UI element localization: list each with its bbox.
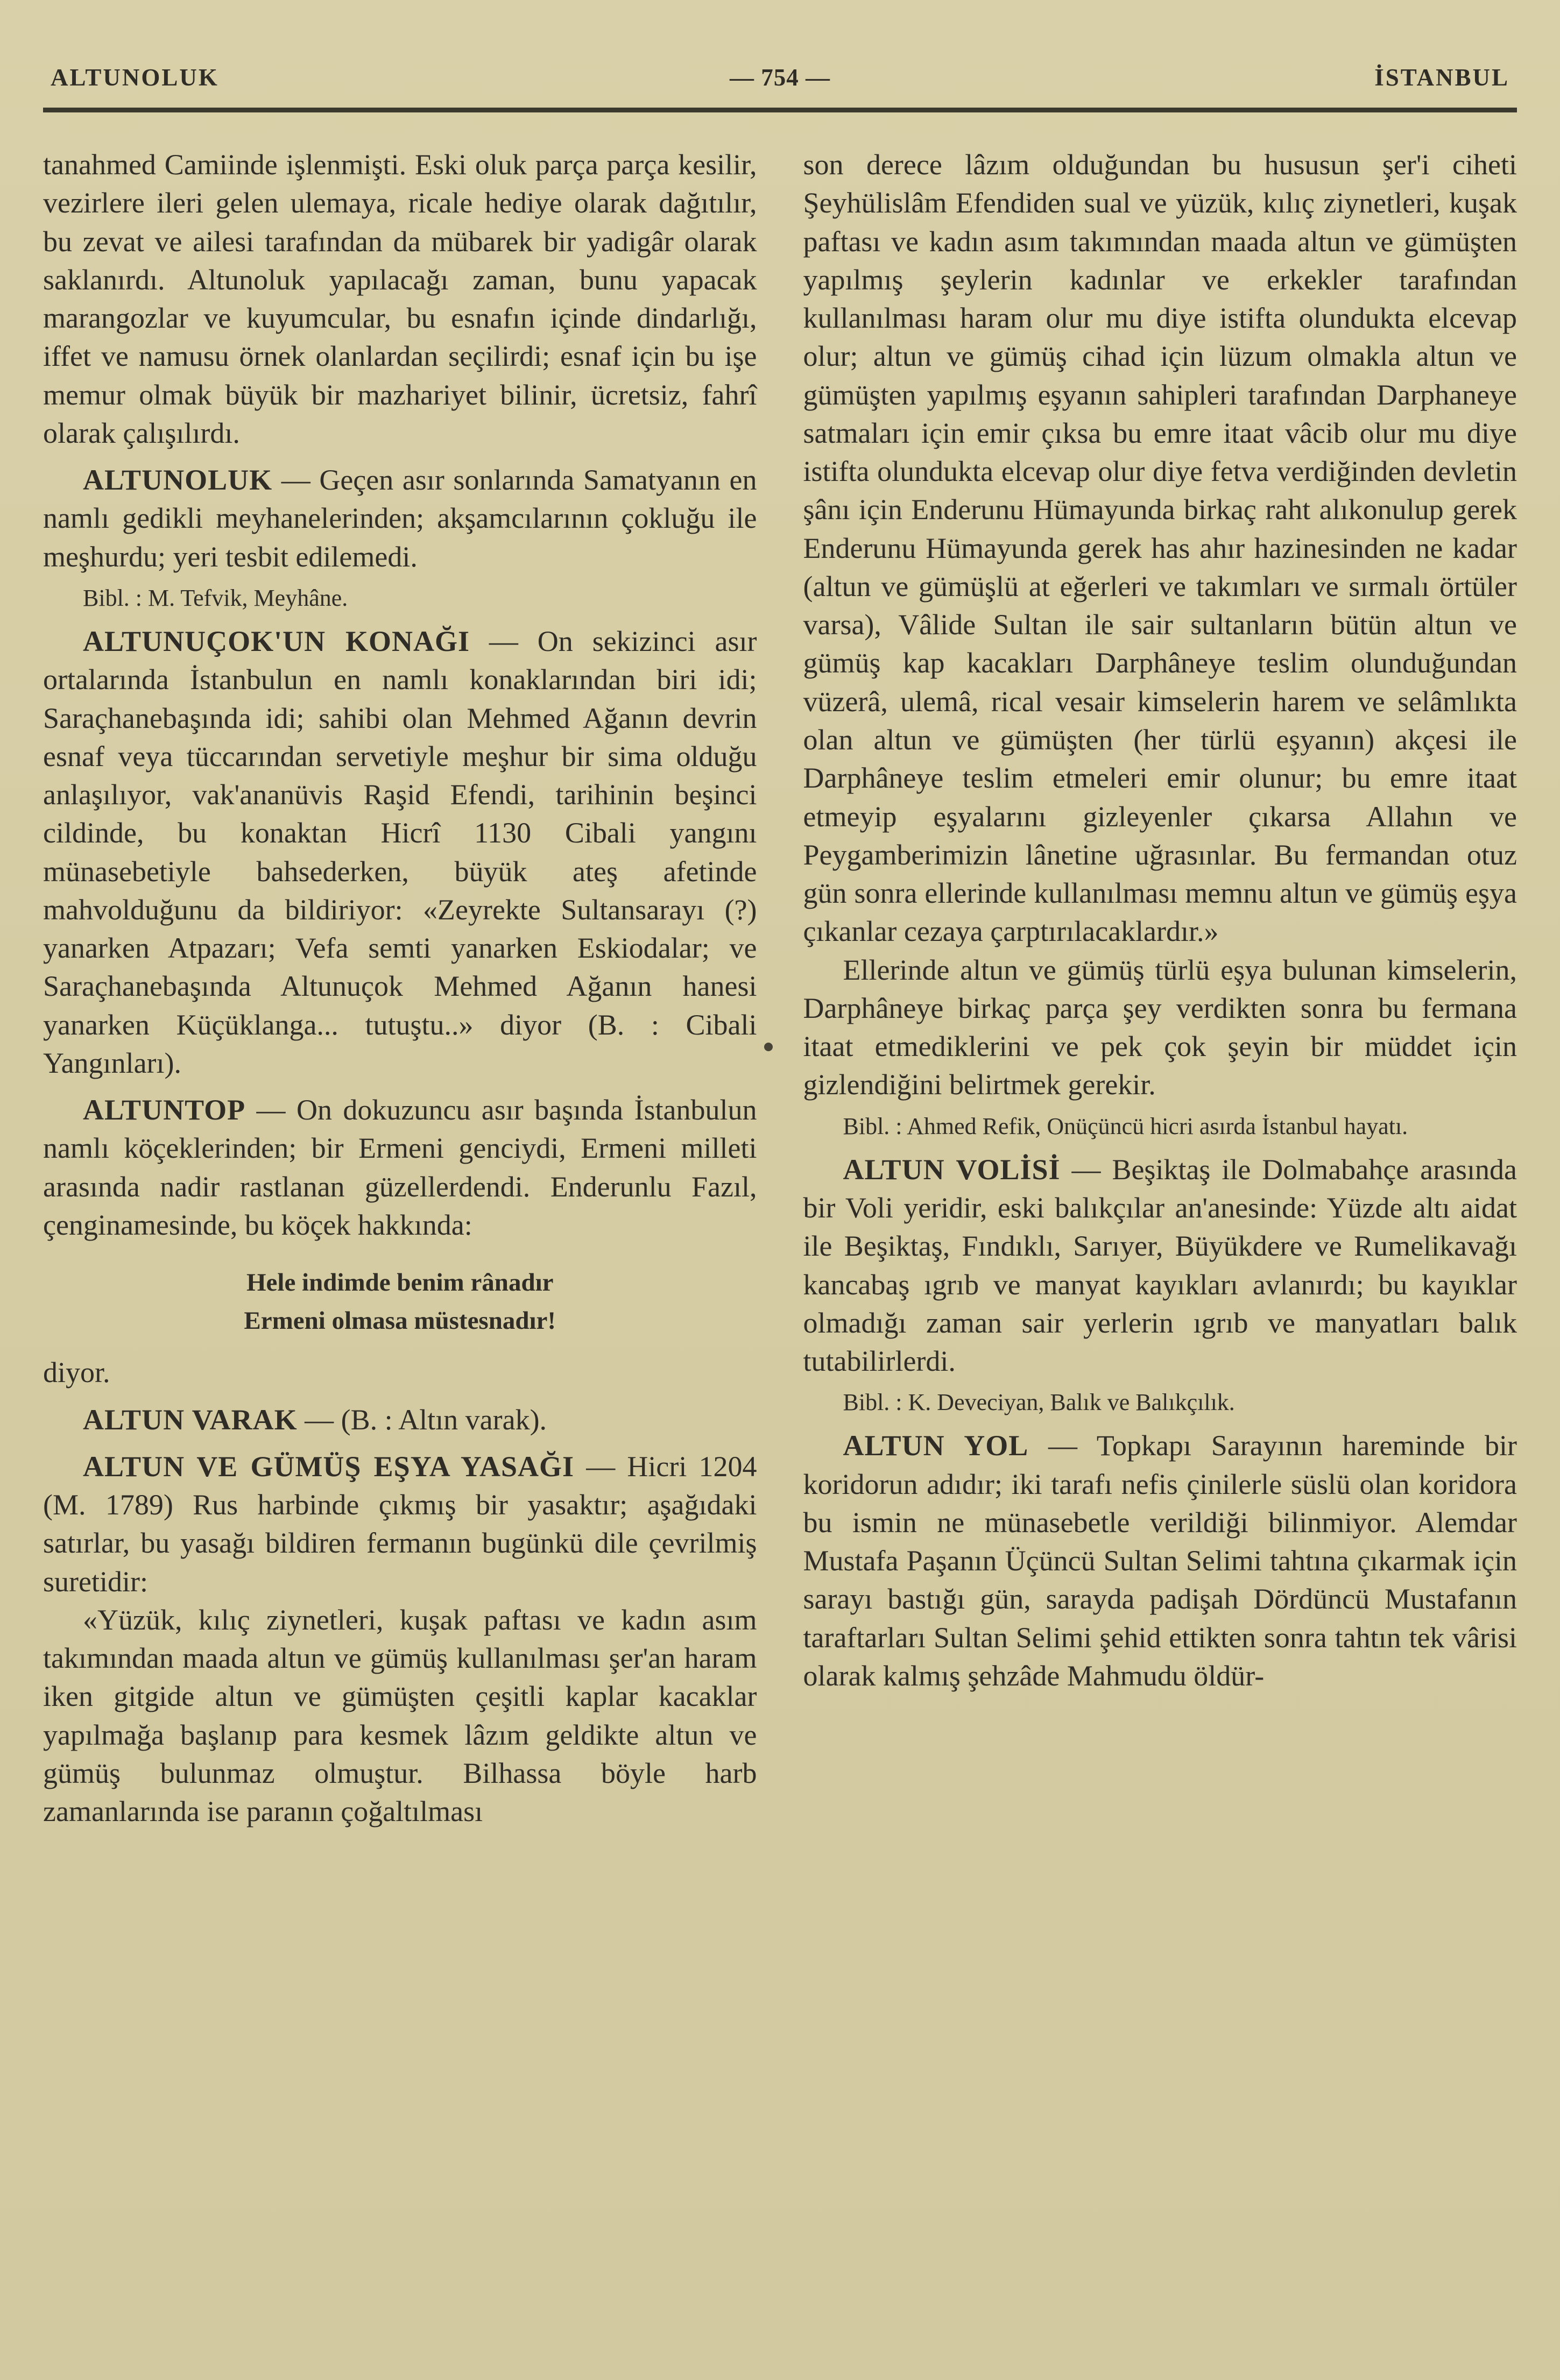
entry-headword: ALTUNTOP xyxy=(83,1094,246,1127)
entry-headword: ALTUN VOLİSİ xyxy=(843,1153,1061,1186)
bibliography-note: Bibl. : Ahmed Refik, Onüçüncü hicri asırda İstanbul hayatı. xyxy=(843,1113,1408,1139)
entry-paragraph xyxy=(43,1401,757,1439)
entry-headword: ALTUN VARAK xyxy=(83,1403,298,1436)
entry-paragraph xyxy=(43,622,757,1082)
entry-headword: ALTUNUÇOK'UN KONAĞI xyxy=(83,625,470,657)
header-rule xyxy=(43,108,1517,112)
entry-text: — Beşiktaş ile Dolmabahçe arasında bir Voli yeridir, eski balıkçılar an'anesinde: Yüzde altı aidat ile Beşiktaş, Fındıklı, Sarıyer, Büyükdere ve Rumelikavağı kancabaş ıgrıb ve manyat kayıkları avlanırdı; bu kayıklar olmadığı zaman sair yerlerin ıgrıb ve manyatları balık tutabilirlerdi. xyxy=(803,1153,1517,1378)
verse-couplet xyxy=(43,1264,757,1340)
running-header xyxy=(43,63,1517,91)
entry-headword: ALTUN YOL xyxy=(843,1429,1029,1462)
entry-text: — On dokuzuncu asır başında İstanbulun namlı köçeklerinden; bir Ermeni genciydi, Ermeni milleti arasında nadir rastlanan güzellerdendi. Enderunlu Fazıl, çenginamesinde, bu köçek hakkında: xyxy=(43,1094,757,1241)
header-place-title: İSTANBUL xyxy=(1374,64,1509,91)
continuation-paragraph: son derece lâzım olduğundan bu hususun şer'i ciheti Şeyhülislâm Efendiden sual ve yüzük, kılıç ziynetleri, kuşak paftası ve kadın asım takımından maada altun ve gümüşten yapılmış şeylerin kadınlar ve erkekler tarafından kullanılması haram olur mu diye istifta olundukta elcevap olur; altun ve gümüş cihad için lüzum olmakla altun ve gümüşten yapılmış eşyanın sahipleri tarafından Darphaneye satmaları için emir çıksa bu emre itaat vâcib olur mu diye istifta olundukta elcevap olur diye fetva verdiğinden devletin şânı için Enderunu Hümayunda birkaç raht alıkonulup gerek Enderunu Hümayunda gerek has ahır hazinesinden ne kadar (altun ve gümüşlü at eğerleri ve takımları ve sırmalı örtüler varsa), Vâlide Sultan ile sair sultanların bütün altun ve gümüş kap kacakları Darphâneye teslim olunduğundan vüzerâ, ulemâ, rical vesair kimselerin harem ve selâmlıkta olan altun ve gümüşten (her türlü eşyanın) akçesi ile Darphâneye teslim etmeleri emir olunur; bu emre itaat etmeyip eşyalarını gizleyenler çıkarsa Allahın ve Peygamberimizin lânetine uğrasınlar. Bu fermandan otuz gün sonra ellerinde kullanılması memnu altun ve gümüş eşya çıkanlar cezaya çarptırılacaklardır.» xyxy=(803,148,1517,948)
bibliography-note: Bibl. : K. Deveciyan, Balık ve Balıkçılık. xyxy=(843,1389,1235,1416)
entry-paragraph xyxy=(43,1448,757,1601)
text-columns xyxy=(43,146,1517,1831)
entry-paragraph xyxy=(803,1427,1517,1695)
entry-text: — On sekizinci asır ortalarında İstanbulun en namlı konaklarından biri idi; Saraçhanebaşında idi; sahibi olan Mehmed Ağanın devrin esnaf veya tüccarından servetiyle meşhur bir sima olduğu anlaşılıyor, vak'ananüvis Raşid Efendi, tarihinin beşinci cildinde, bu konaktan Hicrî 1130 Cibali yangını münasebetiyle bahsederken, büyük ateş afetinde mahvolduğunu da bildiriyor: «Zeyrekte Sultansarayı (?) yanarken Atpazarı; Vefa semti yanarken Eskiodalar; ve Saraçhanebaşında Altunuçok Mehmed Ağanın hanesi yanarken Küçüklanga... tutuştu..» diyor (B. : Cibali Yangınları). xyxy=(43,625,757,1079)
entry-text: — Geçen asır sonlarında Samatyanın en namlı gedikli meyhanelerinden; akşamcılarının çokluğu ile meşhurdu; yeri tesbit edilemedi. xyxy=(43,464,757,573)
paragraph: diyor. xyxy=(43,1356,110,1389)
bibliography-note: Bibl. : M. Tefvik, Meyhâne. xyxy=(83,584,348,611)
quotation-paragraph: «Yüzük, kılıç ziynetleri, kuşak paftası ve kadın asım takımından maada altun ve gümüş kullanılması şer'an haram iken gitgide altun ve gümüşten çeşitli kaplar kacaklar yapılmağa başlanıp para kesmek lâzım geldikte altun ve gümüş bulunmaz olmuştur. Bilhassa böyle harb zamanlarında ise paranın çoğaltılması xyxy=(43,1603,757,1828)
entry-text: — Topkapı Sarayının hareminde bir koridorun adıdır; iki tarafı nefis çinilerle süslü olan koridora bu ismin ne münasebetle verildiği bilinmiyor. Alemdar Mustafa Paşanın Üçüncü Sultan Selimi tahtına çıkarmak için sarayı bastığı gün, sarayda padişah Dördüncü Mustafanın taraftarları Sultan Selimi şehid ettikten sonra tahtın tek vârisi olarak kalmış şehzâde Mahmudu öldür- xyxy=(803,1429,1517,1692)
entry-paragraph xyxy=(803,1151,1517,1381)
running-title: ALTUNOLUK xyxy=(51,64,219,91)
entry-text: — Hicri 1204 (M. 1789) Rus harbinde çıkmış bir yasaktır; aşağıdaki satırlar, bu yasağı bildiren fermanın bugünkü dile çevrilmiş suretidir: xyxy=(43,1450,757,1598)
entry-paragraph xyxy=(43,1091,757,1244)
paragraph: Ellerinde altun ve gümüş türlü eşya bulunan kimselerin, Darphâneye birkaç parça şey verdikten sonra bu fermana itaat etmediklerini ve pek çok şeyin bir müddet için gizlendiğini belirtmek gerekir. xyxy=(803,953,1517,1101)
verse-line: Hele indimde benim rânadır xyxy=(246,1269,554,1297)
entry-text: — (B. : Altın varak). xyxy=(305,1403,547,1436)
verse-line: Ermeni olmasa müstesnadır! xyxy=(244,1306,556,1335)
continuation-paragraph: tanahmed Camiinde işlenmişti. Eski oluk parça parça kesilir, vezirlere ileri gelen ulemaya, ricale hediye olarak dağıtılır, bu zevat ve ailesi tarafından da mübarek bir yadigâr olarak saklanırdı. Altunoluk yapılacağı zaman, bunu yapacak marangozlar ve kuyumcular, bu esnafın içinde dindarlığı, iffet ve namusu örnek olanlardan seçilirdi; esnaf için bu işe memur olmak büyük bir mazhariyet bilinir, ücretsiz, fahrî olarak çalışılırdı. xyxy=(43,148,757,449)
entry-headword: ALTUNOLUK xyxy=(83,464,273,497)
column-left xyxy=(43,146,757,1831)
column-right xyxy=(803,146,1517,1831)
page-number: — 754 — xyxy=(730,64,830,91)
entry-paragraph xyxy=(43,461,757,576)
ink-spot-artifact xyxy=(764,1043,773,1051)
entry-headword: ALTUN VE GÜMÜŞ EŞYA YASAĞI xyxy=(83,1450,575,1483)
